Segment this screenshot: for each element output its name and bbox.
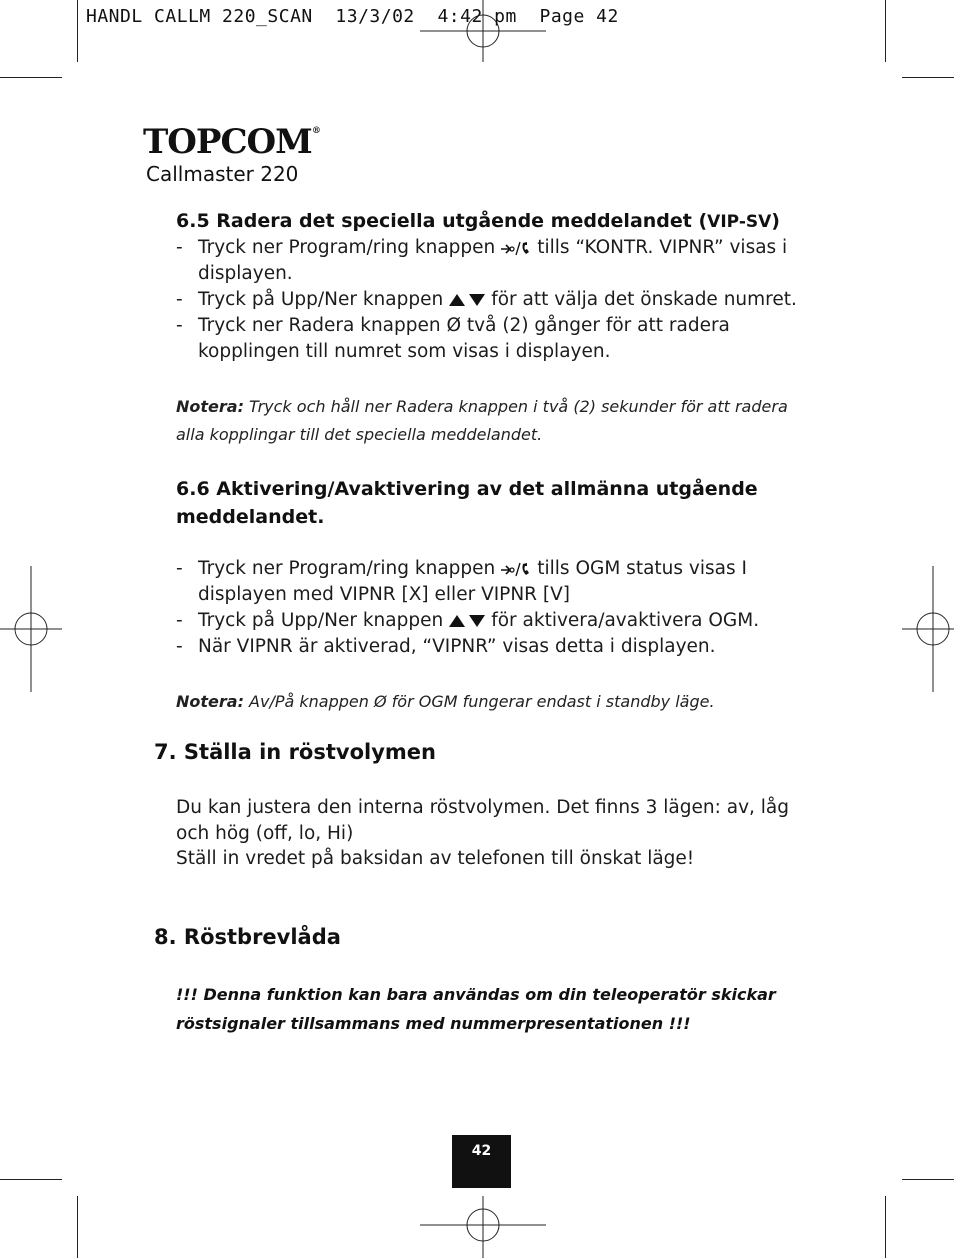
crop-mark xyxy=(0,1179,62,1180)
print-slug: HANDL CALLM 220_SCAN 13/3/02 4:42 pm Page 42 xyxy=(86,6,619,27)
item-text: för att välja det önskade numret. xyxy=(491,289,797,310)
note-label: Notera: xyxy=(176,692,244,711)
note-text: Tryck och håll ner Radera knappen i två (2) sekunder för att radera alla kopplingar till det speciella meddelandet. xyxy=(176,397,788,444)
program-ring-icon xyxy=(499,239,533,257)
topcom-logo xyxy=(143,122,320,162)
crop-mark xyxy=(77,0,78,62)
section-6-5-title xyxy=(176,207,780,236)
program-ring-icon xyxy=(499,560,533,578)
section-6-5-note xyxy=(176,393,816,449)
note-label: Notera: xyxy=(176,397,244,416)
title-tag: VIP-SV xyxy=(707,212,772,232)
list-item xyxy=(176,235,816,287)
section-7-paragraph: Du kan justera den interna röstvolymen. Det finns 3 lägen: av, låg och hög (off, lo, Hi) xyxy=(176,797,789,844)
page-number: 42 xyxy=(452,1135,511,1188)
item-text: Tryck ner Radera knappen Ø två (2) gånger för att radera kopplingen till numret som visas i displayen. xyxy=(198,315,730,362)
item-text: Tryck på Upp/Ner knappen xyxy=(198,289,444,310)
logo-text: TOPCOM xyxy=(143,122,312,162)
item-text: När VIPNR är aktiverad, “VIPNR” visas detta i displayen. xyxy=(198,636,716,657)
item-text: för aktivera/avaktivera OGM. xyxy=(491,610,760,631)
up-down-arrows-icon xyxy=(447,292,487,308)
dash: - xyxy=(176,237,183,258)
registered-mark: ® xyxy=(311,126,320,136)
dash: - xyxy=(176,610,183,631)
dash: - xyxy=(176,636,183,657)
dash: - xyxy=(176,289,183,310)
registration-mark-left xyxy=(0,566,62,692)
list-item xyxy=(176,287,816,313)
title-close: ) xyxy=(771,210,780,232)
item-text: Tryck på Upp/Ner knappen xyxy=(198,610,444,631)
product-name: Callmaster 220 xyxy=(146,162,299,186)
crop-mark xyxy=(0,77,62,78)
list-item xyxy=(176,556,816,608)
section-6-6-list xyxy=(176,556,816,660)
registration-mark-bottom xyxy=(420,1196,546,1258)
section-7-title: 7. Ställa in röstvolymen xyxy=(154,740,436,764)
item-text: Tryck ner Program/ring knappen xyxy=(198,558,496,579)
crop-mark xyxy=(885,1196,886,1258)
up-down-arrows-icon xyxy=(447,613,487,629)
note-text: Av/På knappen Ø för OGM fungerar endast i standby läge. xyxy=(243,692,715,711)
section-6-5-list xyxy=(176,235,816,365)
item-text: Tryck ner Program/ring knappen xyxy=(198,237,496,258)
dash: - xyxy=(176,558,183,579)
section-6-6-note xyxy=(176,688,816,716)
registration-mark-right xyxy=(902,566,954,692)
crop-mark xyxy=(77,1196,78,1258)
crop-mark xyxy=(885,0,886,62)
section-8-title: 8. Röstbrevlåda xyxy=(154,925,341,949)
list-item xyxy=(176,608,816,634)
item-text: tills OGM status visas I displayen med VIPNR [X] eller VIPNR [V] xyxy=(198,558,747,605)
crop-mark xyxy=(902,77,954,78)
section-8-warning: !!! Denna funktion kan bara användas om din teleoperatör skickar röstsignaler tillsammans med nummerpresentationen !!! xyxy=(176,985,776,1033)
title-text: 6.5 Radera det speciella utgående meddelandet ( xyxy=(176,210,708,232)
list-item xyxy=(176,313,816,365)
section-7-paragraph-2: Ställ in vredet på baksidan av telefonen till önskat läge! xyxy=(176,848,695,869)
dash: - xyxy=(176,315,183,336)
item-text: tills “KONTR. VIPNR” visas i displayen. xyxy=(198,237,788,284)
section-6-6-title: 6.6 Aktivering/Avaktivering av det allmänna utgående meddelandet. xyxy=(176,478,758,528)
list-item xyxy=(176,634,816,660)
crop-mark xyxy=(902,1179,954,1180)
